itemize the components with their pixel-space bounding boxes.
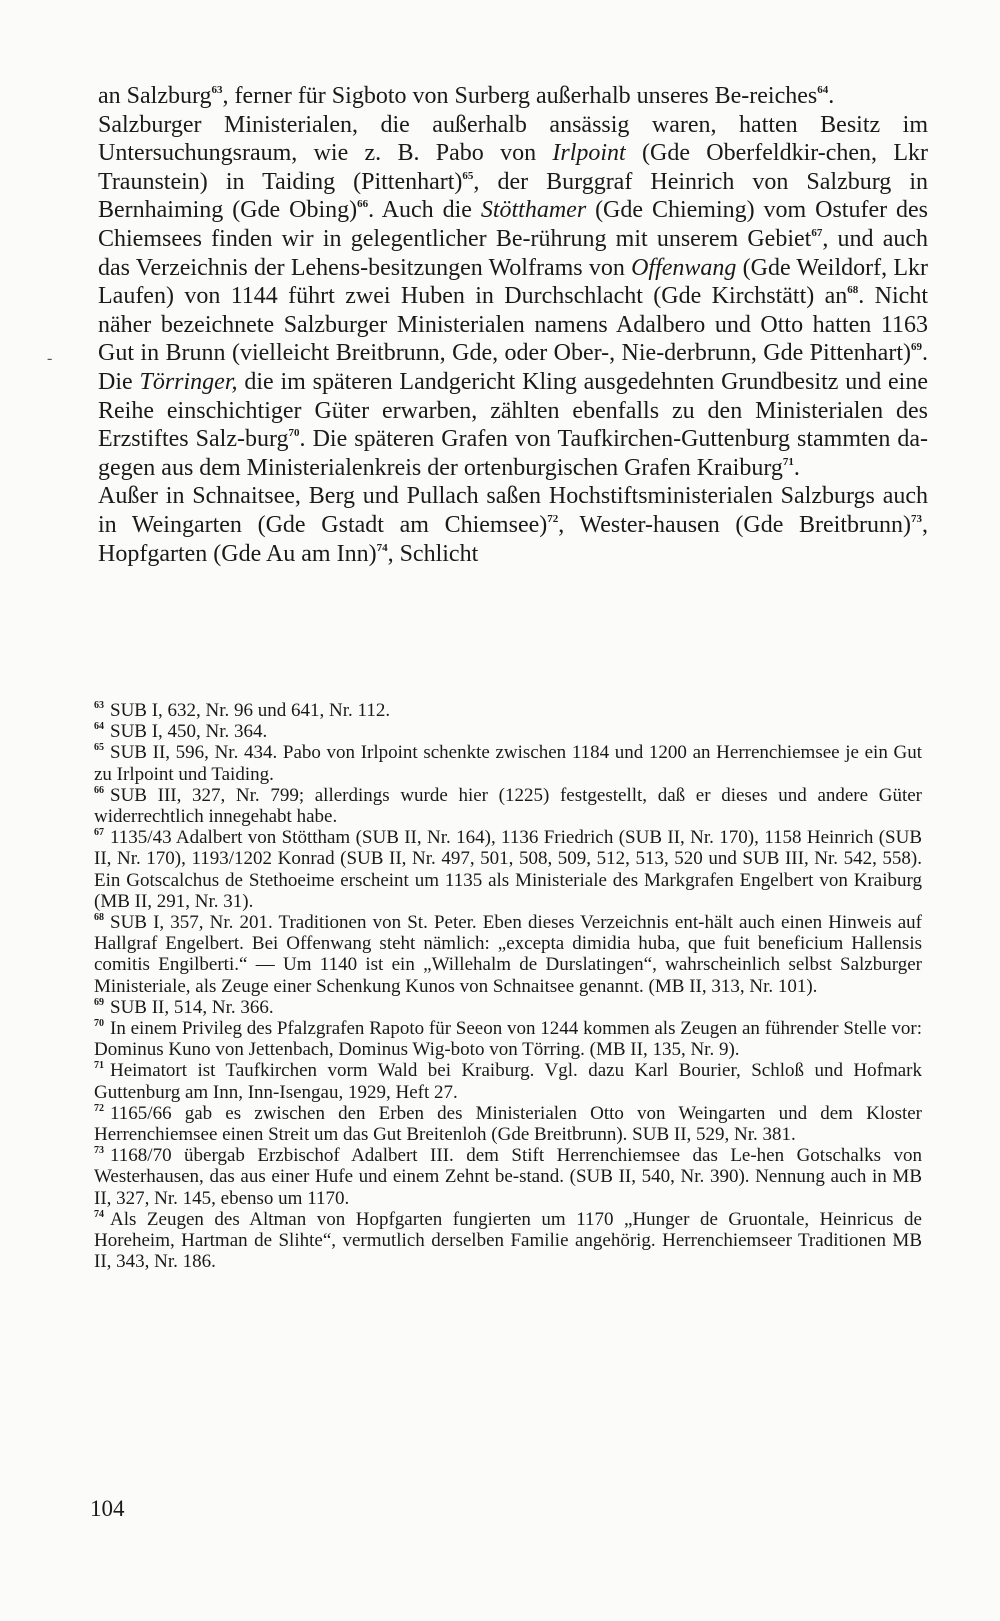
footnote-number: 70 (94, 1018, 104, 1030)
text-run: , und auch das Verzeichnis der Lehens-besitzungen Wolframs von (98, 225, 928, 281)
footnote-item (94, 1060, 922, 1102)
footnote-item (94, 997, 922, 1018)
footnotes (94, 700, 922, 1272)
paragraph-3 (98, 482, 928, 568)
footnote-number: 66 (94, 784, 104, 796)
footnote-item (94, 1018, 922, 1060)
text-run: Salzburger Ministerialen, die außerhalb ansässig waren, hatten Besitz im Untersuchungsraum, wie z. B. Pabo von (98, 111, 928, 167)
footnote-number: 68 (94, 912, 104, 924)
footnote-ref[interactable]: 70 (288, 427, 300, 440)
text-run: . (828, 83, 835, 109)
footnote-text: Als Zeugen des Altman von Hopfgarten fungierten um 1170 „Hunger de Gruontale, Heinricus de Horeheim, Hartman de Slihte“, vermutlich derselben Familie angehörig. Herrenchiemseer Traditionen MB II, 343, Nr. 186. (94, 1208, 922, 1273)
footnote-text: SUB I, 450, Nr. 364. (110, 721, 268, 743)
footnote-ref[interactable]: 65 (462, 169, 474, 182)
paragraph-2 (98, 111, 928, 483)
footnote-text: SUB I, 632, Nr. 96 und 641, Nr. 112. (110, 700, 391, 721)
footnote-ref[interactable]: 64 (817, 84, 829, 96)
footnote-text: 1165/66 gab es zwischen den Erben des Ministerialen Otto von Weingarten und dem Kloster Herrenchiemsee einen Streit um das Gut Breitenloh (Gde Breitbrunn). SUB II, 529, Nr. 381. (94, 1102, 922, 1146)
footnote-ref[interactable]: 67 (811, 226, 823, 239)
footnote-text: 1135/43 Adalbert von Stöttham (SUB II, Nr. 164), 1136 Friedrich (SUB II, Nr. 170), 1158 Heinrich (SUB II, Nr. 170), 1193/1202 Konrad (SUB II, Nr. 497, 501, 508, 509, 512, 513, 520 und SUB III, Nr. 542, 558). Ein Gotscalchus de Stethoeime erscheint um 1135 als Ministeriale des Markgrafen Engelbert von Kraiburg (MB II, 291, Nr. 31). (94, 827, 922, 912)
footnote-item (94, 785, 922, 827)
footnote-ref[interactable]: 63 (211, 84, 223, 96)
main-text (98, 82, 928, 568)
text-run: , der Burggraf Heinrich von Salzburg in Bernhaiming (Gde Obing) (98, 168, 928, 224)
text-run: (Gde Oberfeldkir-chen, Lkr Traunstein) in Taiding (Pittenhart) (98, 140, 928, 195)
text-run: . (793, 454, 800, 481)
footnote-ref[interactable]: 73 (911, 512, 922, 525)
text-run: Außer in Schnaitsee, Berg und Pullach saßen Hochstiftsministerialen Salzburgs auch in Weingarten (Gde Gstadt am Chiemsee) (98, 483, 928, 538)
text-run: die im späteren Landgericht Kling ausgedehnten Grundbesitz und eine Reihe einschichtiger Güter erwarben, zählten ebenfalls zu den Ministerialen des Erzstiftes Salz-burg (98, 368, 929, 453)
footnote-item (94, 912, 922, 997)
footnote-ref[interactable]: 72 (547, 512, 559, 525)
footnote-ref[interactable]: 71 (782, 455, 794, 468)
footnote-number: 69 (94, 996, 104, 1008)
footnote-text: SUB I, 357, Nr. 201. Traditionen von St. Peter. Eben dieses Verzeichnis ent-hält auch einen Hinweis auf Hallgraf Engelbert. Bei Offenwang steht nämlich: „excepta dimidia huba, que fuit beneficium Hallensis comitis Engilberti.“ — Um 1140 ist ein „Willehalm de Durslatingen“, wahrscheinlich selbst Salzburger Ministeriale, als Zeuge einer Schenkung Kunos von Schnaitsee genannt. (MB II, 313, Nr. 101). (94, 912, 922, 997)
italic-name: Irlpoint (552, 140, 626, 167)
text-run: , Wester-hausen (Gde Breitbrunn) (558, 511, 911, 538)
footnote-ref[interactable]: 68 (847, 284, 859, 297)
margin-mark: - (47, 350, 53, 367)
footnote-text: SUB II, 596, Nr. 434. Pabo von Irlpoint schenkte zwischen 1184 und 1200 an Herrenchiemsee je ein Gut zu Irlpoint und Taiding. (94, 742, 922, 785)
text-run: . Die (98, 340, 928, 395)
text-run: . Auch die (368, 197, 481, 224)
text-run: (Gde Weildorf, Lkr Laufen) von 1144 führt zwei Huben in Durchschlacht (Gde Kirchstätt) an (98, 254, 928, 310)
footnote-ref[interactable]: 69 (911, 341, 922, 354)
footnote-item (94, 700, 922, 721)
footnote-text: SUB II, 514, Nr. 366. (110, 996, 274, 1018)
footnote-item (94, 742, 922, 784)
footnote-item (94, 1145, 922, 1209)
footnote-number: 74 (94, 1208, 104, 1220)
italic-name: Törringer, (139, 368, 238, 395)
text-run: , Hopfgarten (Gde Au am Inn) (98, 511, 928, 567)
footnote-item (94, 721, 922, 742)
footnote-ref[interactable]: 66 (357, 198, 369, 211)
footnote-number: 71 (94, 1060, 104, 1072)
page-number: 104 (90, 1496, 125, 1521)
footnote-number: 67 (94, 827, 104, 839)
footnote-number: 63 (94, 700, 104, 711)
footnote-text: Heimatort ist Taufkirchen vorm Wald bei Kraiburg. Vgl. dazu Karl Bourier, Schloß und Hofmark Guttenburg am Inn, Inn-Isengau, 1929, Heft 27. (94, 1060, 922, 1103)
text-run: , Schlicht (387, 540, 479, 567)
text-run: , ferner für Sigboto von Surberg außerhalb unseres Be-reiches (222, 83, 818, 109)
footnote-number: 72 (94, 1102, 104, 1114)
italic-name: Stötthamer (480, 197, 587, 224)
footnote-number: 65 (94, 742, 104, 754)
footnote-text: SUB III, 327, Nr. 799; allerdings wurde hier (1225) festgestellt, daß er dieses und andere Güter widerrechtlich innegehabt habe. (94, 784, 922, 828)
text-run: . Die späteren Grafen von Taufkirchen-Guttenburg stammten da-gegen aus dem Ministerialenkreis der ortenburgischen Grafen Kraiburg (98, 426, 928, 481)
text-run: an Salzburg (98, 83, 212, 109)
footnote-text: 1168/70 übergab Erzbischof Adalbert III. dem Stift Herrenchiemsee das Le-hen Gotschalks von Westerhausen, das aus einer Hufe und einem Zehnt be-stand. (SUB II, 540, Nr. 390). Nennung auch in MB II, 327, Nr. 145, ebenso um 1170. (94, 1145, 922, 1209)
paragraph-1 (98, 82, 928, 111)
footnote-number: 64 (94, 721, 104, 733)
footnote-item (94, 1209, 922, 1273)
italic-name: Offenwang (631, 254, 737, 281)
text-run: (Gde Chieming) vom Ostufer des Chiemsees finden wir in gelegentlicher Be-rührung mit unserem Gebiet (98, 197, 928, 252)
footnote-text: In einem Privileg des Pfalzgrafen Rapoto für Seeon von 1244 kommen als Zeugen an führender Stelle vor: Dominus Kuno von Jettenbach, Dominus Wig-boto von Törring. (MB II, 135, Nr. 9). (94, 1018, 922, 1061)
footnote-item (94, 1103, 922, 1145)
footnote-item (94, 827, 922, 912)
footnote-ref[interactable]: 74 (376, 541, 388, 554)
footnote-number: 73 (94, 1145, 104, 1157)
text-run: . Nicht näher bezeichnete Salzburger Ministerialen namens Adalbero und Otto hatten 1163 Gut in Brunn (vielleicht Breitbrunn, Gde, oder Ober-, Nie-derbrunn, Gde Pittenhart) (98, 283, 928, 367)
